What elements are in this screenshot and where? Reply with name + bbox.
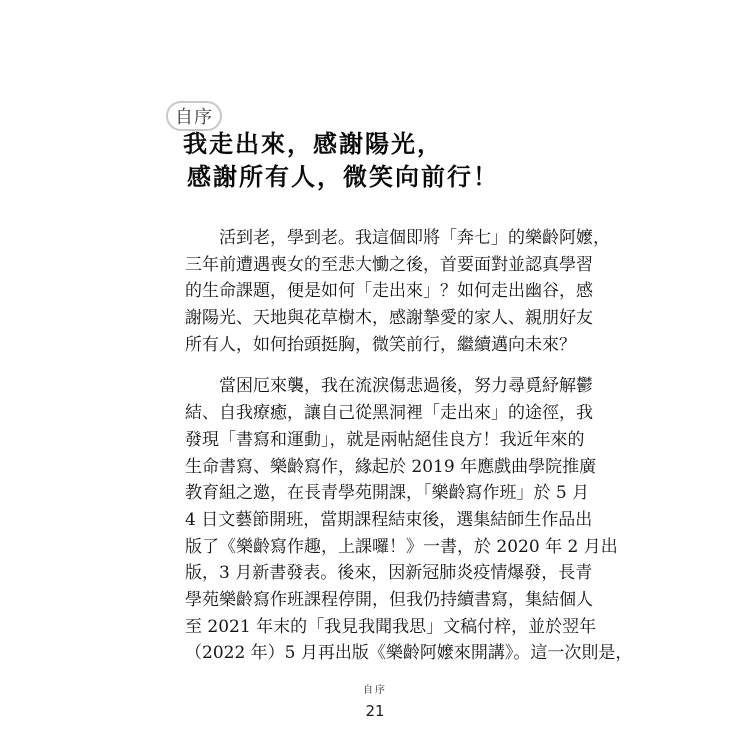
- paragraph-gap: [185, 358, 580, 373]
- chapter-title: [183, 128, 603, 194]
- text-line: 生命書寫、樂齡寫作，緣起於 2019 年應戲曲學院推廣: [185, 456, 597, 477]
- paragraph: [185, 373, 633, 667]
- running-footer-label: 自序: [363, 685, 387, 696]
- page-number: 21: [365, 702, 385, 720]
- text-line: 4 日文藝節開班，當期課程結束後，選集結師生作品出: [185, 509, 593, 530]
- section-badge: 自序: [166, 101, 222, 131]
- text-line: 學苑樂齡寫作班課程停開，但我仍持續書寫，集結個人: [185, 589, 593, 610]
- text-line: 的生命課題，便是如何「走出來」？如何走出幽谷，感: [185, 281, 593, 302]
- text-line: 活到老，學到老。我這個即將「奔七」的樂齡阿嬤，: [185, 228, 610, 248]
- text-line: 至 2021 年末的「我見我聞我思」文稿付梓，並於翌年: [185, 616, 597, 637]
- text-line: 版了《樂齡寫作趣，上課囉！》一書，於 2020 年 2 月出: [185, 536, 618, 557]
- title-line-2: 感謝所有人，微笑向前行！: [187, 163, 499, 191]
- text-line: （2022 年）5 月再出版《樂齡阿嬤來開講》。這一次則是，: [185, 643, 633, 664]
- text-line: 當困厄來襲，我在流淚傷悲過後，努力尋覓紓解鬱: [185, 376, 593, 397]
- title-line-1: 我走出來，感謝陽光，: [183, 130, 443, 158]
- text-line: 發現「書寫和運動」，就是兩帖絕佳良方！我近年來的: [185, 429, 585, 450]
- text-line: 版，3 月新書發表。後來，因新冠肺炎疫情爆發，長青: [185, 563, 593, 584]
- text-line: 教育組之邀，在長青學苑開課，「樂齡寫作班」於 5 月: [185, 483, 590, 504]
- paragraph: [185, 225, 610, 358]
- text-line: 所有人，如何抬頭挺胸，微笑前行，繼續邁向未來？: [185, 334, 576, 355]
- text-line: 謝陽光、天地與花草樹木，感謝摯愛的家人、親朋好友: [185, 308, 593, 329]
- body-text: [185, 225, 633, 667]
- text-line: 三年前遭遇喪女的至悲大慟之後，首要面對並認真學習: [185, 254, 593, 275]
- text-line: 結、自我療癒，讓自己從黑洞裡「走出來」的途徑，我: [185, 403, 593, 424]
